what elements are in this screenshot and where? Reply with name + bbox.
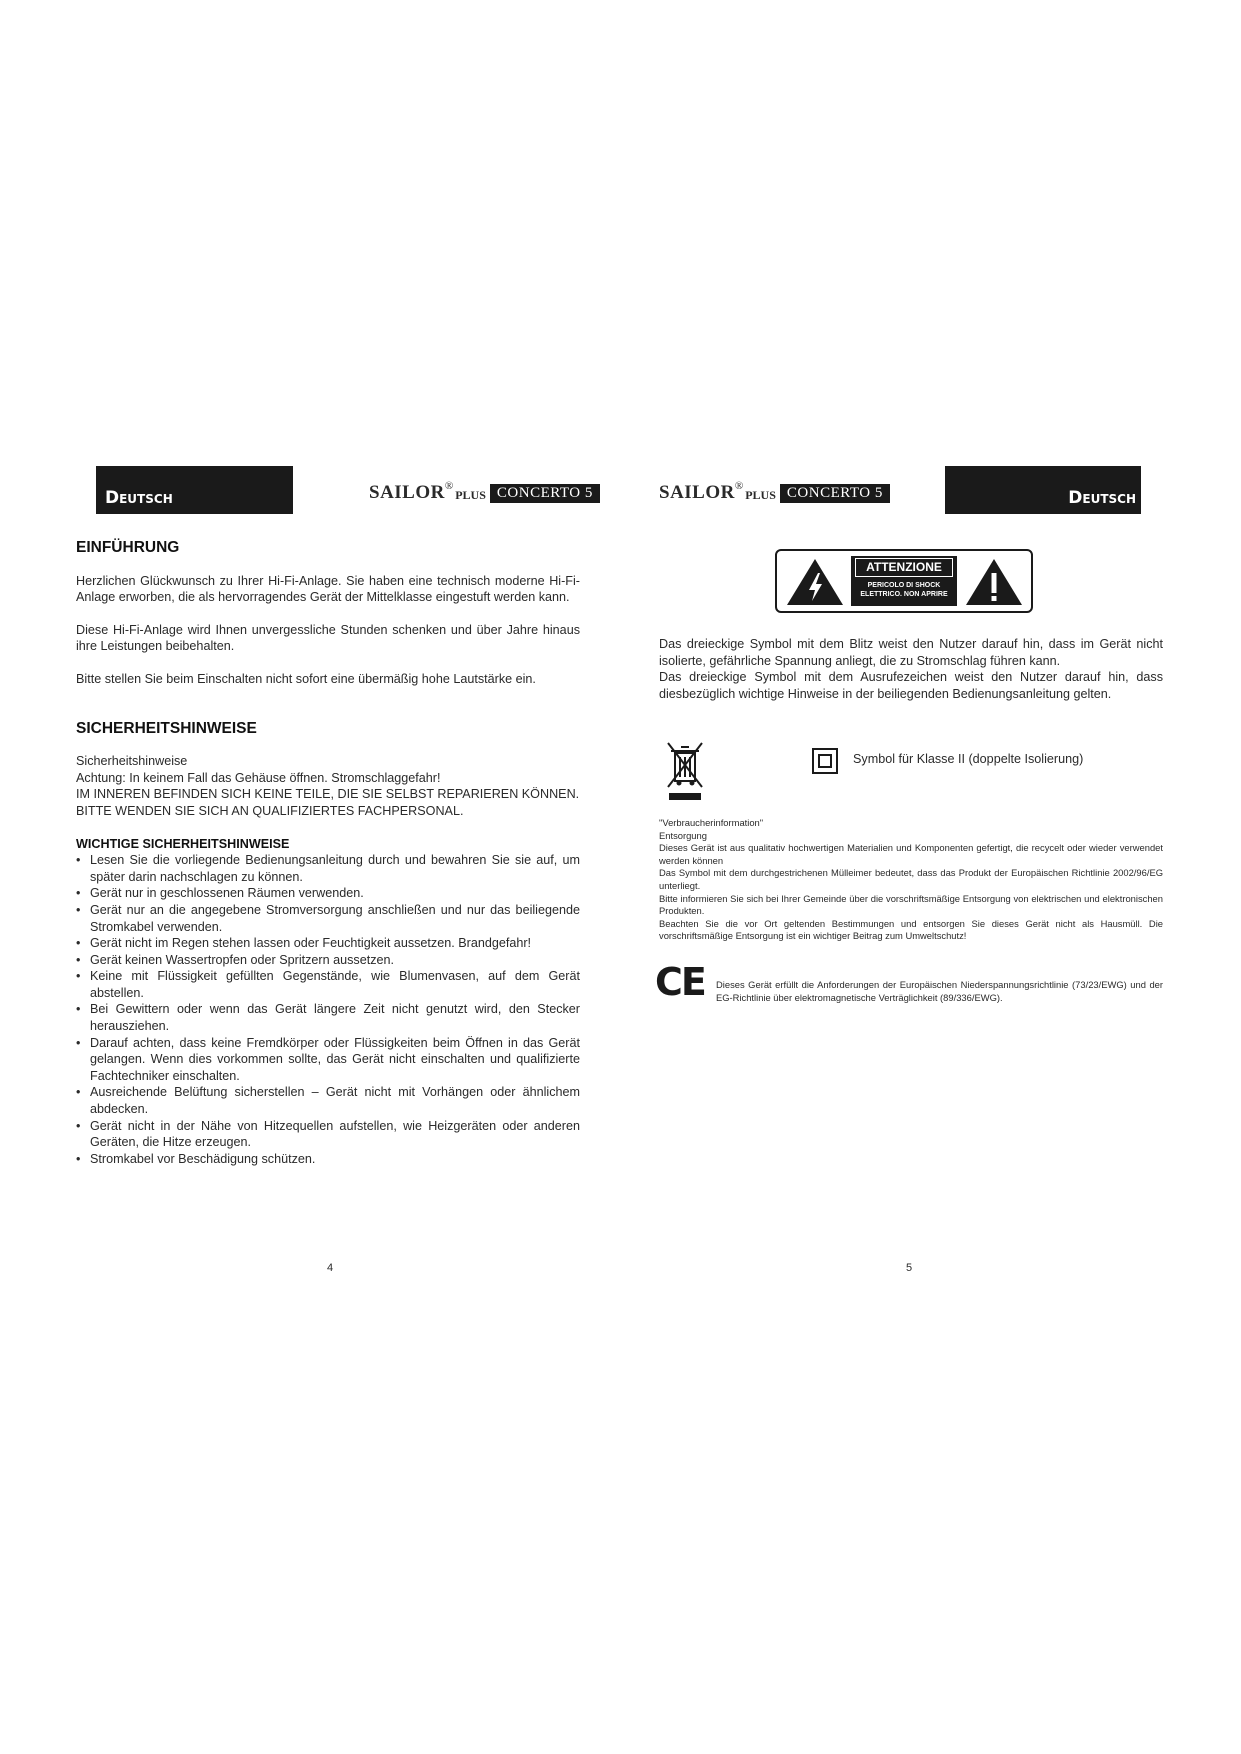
- list-item: • Gerät nur in geschlossenen Räumen verwenden.: [76, 885, 580, 902]
- consumer-info-line: Das Symbol mit dem durchgestrichenen Mülleimer bedeutet, dass das Produkt der Europäischen Richtlinie 2002/96/EG unterliegt.: [659, 867, 1163, 891]
- brand-registered-mark: ®: [734, 480, 744, 492]
- list-item: • Stromkabel vor Beschädigung schützen.: [76, 1151, 580, 1168]
- consumer-info-line: Beachten Sie die vor Ort geltenden Bestimmungen und entsorgen Sie dieses Gerät nicht als Hausmüll. Die vorschriftsmäßige Entsorgung ist ein wichtiger Beitrag zum Umweltschutz!: [659, 917, 1163, 942]
- list-item: • Gerät keinen Wassertropfen oder Spritzern aussetzen.: [76, 952, 580, 969]
- consumer-info-line: Entsorgung: [659, 829, 707, 841]
- consumer-info-line: Bitte informieren Sie sich bei Ihrer Gemeinde über die vorschriftsmäßige Entsorgung von elektrischen und elektronischen Produkten.: [659, 892, 1163, 917]
- consumer-info-line: Dieses Gerät ist aus qualitativ hochwertigen Materialien und Komponenten gefertigt, die recycelt oder wieder verwendet werden können: [659, 842, 1163, 866]
- safety-bullet-list: [76, 852, 580, 1167]
- safety-line: Sicherheitshinweise: [76, 754, 188, 769]
- class-two-insulation-icon: [812, 748, 838, 774]
- page-left: [76, 540, 580, 1167]
- ce-conformity-text: Dieses Gerät erfüllt die Anforderungen der Europäischen Niederspannungsrichtlinie (73/23/EWG) und der EG-Richtlinie über elektromagnetische Verträglichkeit (89/336/EWG).: [716, 979, 1163, 1003]
- list-item: • Gerät nur an die angegebene Stromversorgung anschließen und nur das beiliegende Stromkabel verwenden.: [76, 902, 580, 935]
- language-tab-right: [945, 466, 1141, 514]
- consumer-information: [659, 817, 1163, 943]
- brand-logo-right: [659, 482, 890, 506]
- list-item: • Ausreichende Belüftung sicherstellen – Gerät nicht mit Vorhängen oder ähnlichem abdecken.: [76, 1084, 580, 1117]
- warning-title: ATTENZIONE: [855, 558, 953, 577]
- symbol-text-exclamation: Das dreieckige Symbol mit dem Ausrufezeichen weist den Nutzer darauf hin, dass diesbezüglich wichtige Hinweise in der beiliegenden Bedienungsanleitung gelten.: [659, 670, 1163, 701]
- class-two-label: Symbol für Klasse II (doppelte Isolierung): [853, 752, 1084, 766]
- list-item: • Keine mit Flüssigkeit gefüllten Gegenstände, wie Blumenvasen, auf dem Gerät abstellen.: [76, 968, 580, 1001]
- intro-paragraph: Diese Hi-Fi-Anlage wird Ihnen unvergessliche Stunden schenken und über Jahre hinaus ihre Leistungen beibehalten.: [76, 622, 580, 654]
- safety-line: Achtung: In keinem Fall das Gehäuse öffnen. Stromschlaggefahr!: [76, 770, 441, 785]
- safety-heading: SICHERHEITSHINWEISE: [76, 719, 257, 737]
- brand-logo-left: [369, 482, 600, 506]
- symbol-explanation: [659, 636, 1163, 702]
- brand-plus: PLUS: [455, 488, 486, 502]
- exclamation-warning-icon: [964, 557, 1024, 607]
- page-number-left: 4: [326, 1262, 334, 1274]
- warning-label-text: [851, 556, 957, 606]
- language-tab-label: Deutsch: [1068, 488, 1136, 508]
- page-number-right: 5: [905, 1262, 913, 1274]
- brand-model: CONCERTO 5: [490, 484, 600, 503]
- safety-notes: [76, 753, 580, 819]
- warning-subtitle-line: ELETTRICO. NON APRIRE: [860, 591, 948, 598]
- list-item: • Darauf achten, dass keine Fremdkörper oder Flüssigkeiten beim Öffnen in das Gerät gelangen. Wenn dies vorkommen sollte, das Gerät nicht einschalten und qualifizierte Fachtechniker einschalten.: [76, 1035, 580, 1085]
- intro-heading: EINFÜHRUNG: [76, 539, 180, 556]
- warning-subtitle-line: PERICOLO DI SHOCK: [867, 582, 941, 589]
- consumer-info-line: "Verbraucherinformation": [659, 817, 764, 828]
- intro-paragraph: Bitte stellen Sie beim Einschalten nicht sofort eine übermäßig hohe Lautstärke ein.: [76, 671, 536, 686]
- brand-name: SAILOR: [369, 482, 445, 503]
- lightning-warning-icon: [785, 557, 845, 607]
- brand-registered-mark: ®: [444, 480, 454, 492]
- important-safety-heading: WICHTIGE SICHERHEITSHINWEISE: [76, 836, 290, 851]
- intro-paragraph: Herzlichen Glückwunsch zu Ihrer Hi-Fi-Anlage. Sie haben eine technisch moderne Hi-Fi-Anlage erworben, die als hervorragendes Gerät der Mittelklasse eingestuft werden kann.: [76, 573, 580, 605]
- warning-subtitle: [851, 581, 957, 599]
- crossed-bin-icon: [665, 739, 705, 801]
- list-item: • Bei Gewittern oder wenn das Gerät längere Zeit nicht genutzt wird, den Stecker herausziehen.: [76, 1001, 580, 1034]
- ce-mark-icon: CE: [655, 960, 705, 1004]
- list-item: • Lesen Sie die vorliegende Bedienungsanleitung durch und bewahren Sie sie auf, um später darin nachschlagen zu können.: [76, 852, 580, 885]
- language-tab-label: Deutsch: [105, 488, 173, 508]
- list-item: • Gerät nicht in der Nähe von Hitzequellen aufstellen, wie Heizgeräten oder anderen Geräten, die Hitze erzeugen.: [76, 1118, 580, 1151]
- language-tab-left: [96, 466, 293, 514]
- brand-plus: PLUS: [745, 488, 776, 502]
- brand-name: SAILOR: [659, 482, 735, 503]
- brand-model: CONCERTO 5: [780, 484, 890, 503]
- list-item: • Gerät nicht im Regen stehen lassen oder Feuchtigkeit aussetzen. Brandgefahr!: [76, 935, 580, 952]
- symbol-text-lightning: Das dreieckige Symbol mit dem Blitz weist den Nutzer darauf hin, dass im Gerät nicht isolierte, gefährliche Spannung anliegt, die zu Stromschlag führen kann.: [659, 637, 1163, 668]
- safety-line: IM INNEREN BEFINDEN SICH KEINE TEILE, DIE SIE SELBST REPARIEREN KÖNNEN. BITTE WENDEN SIE SICH AN QUALIFIZIERTES FACHPERSONAL.: [76, 787, 580, 818]
- shock-warning-label: [775, 549, 1033, 613]
